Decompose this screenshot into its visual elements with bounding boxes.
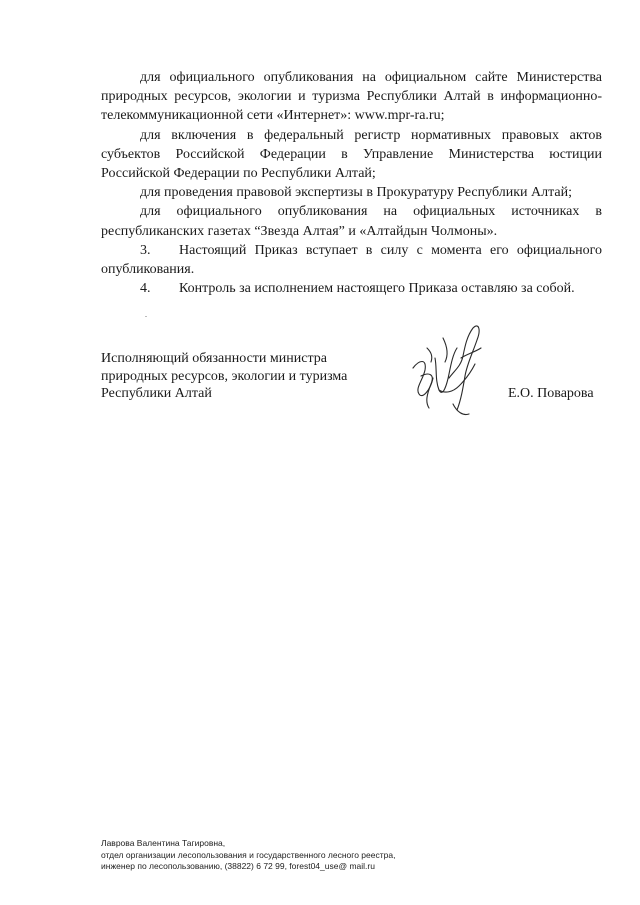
signatory-name: Е.О. Поварова (508, 386, 594, 401)
signatory-title-line: природных ресурсов, экологии и туризма (101, 368, 348, 384)
handwritten-signature (405, 318, 495, 423)
numbered-item-4 (101, 279, 602, 298)
footer-line: инженер по лесопользованию, (38822) 6 72 99, forest04_use@ mail.ru (101, 861, 375, 871)
document-body (101, 68, 602, 298)
numbered-item-3 (101, 241, 602, 279)
executor-footer (101, 838, 395, 873)
paragraph-newspapers: для официального опубликования на официальных источниках в республиканских газетах “Звезда Алтая” и «Алтайдын Чолмоны». (101, 204, 602, 239)
footer-line: отдел организации лесопользования и государственного лесного реестра, (101, 849, 396, 860)
paragraph-legal-expertise: для проведения правовой экспертизы в Прокуратуру Республики Алтай; (140, 185, 572, 201)
paragraph-publication-website: для официального опубликования на официальном сайте Министерства природных ресурсов, экологии и туризма Республики Алтай в информационно-телекоммуникационной сети «Интернет»: www.mpr-ra.ru; (101, 70, 602, 124)
item-text: Настоящий Приказ вступает в силу с момента его официального опубликования. (101, 242, 602, 278)
scan-speck (145, 316, 147, 317)
footer-line: Лаврова Валентина Тагировна, (101, 838, 226, 848)
paragraph-federal-register: для включения в федеральный регистр нормативных правовых актов субъектов Российской Федерации в Управление Министерства юстиции Российской Федерации по Республики Алтай; (101, 127, 602, 182)
signatory-title-line: Исполняющий обязанности министра (101, 351, 327, 366)
signatory-title (101, 350, 401, 403)
item-text: Контроль за исполнением настоящего Приказа оставляю за собой. (179, 281, 575, 297)
signatory-title-line: Республики Алтай (101, 386, 212, 401)
item-number: 4. (140, 281, 151, 297)
item-number: 3. (140, 242, 151, 258)
